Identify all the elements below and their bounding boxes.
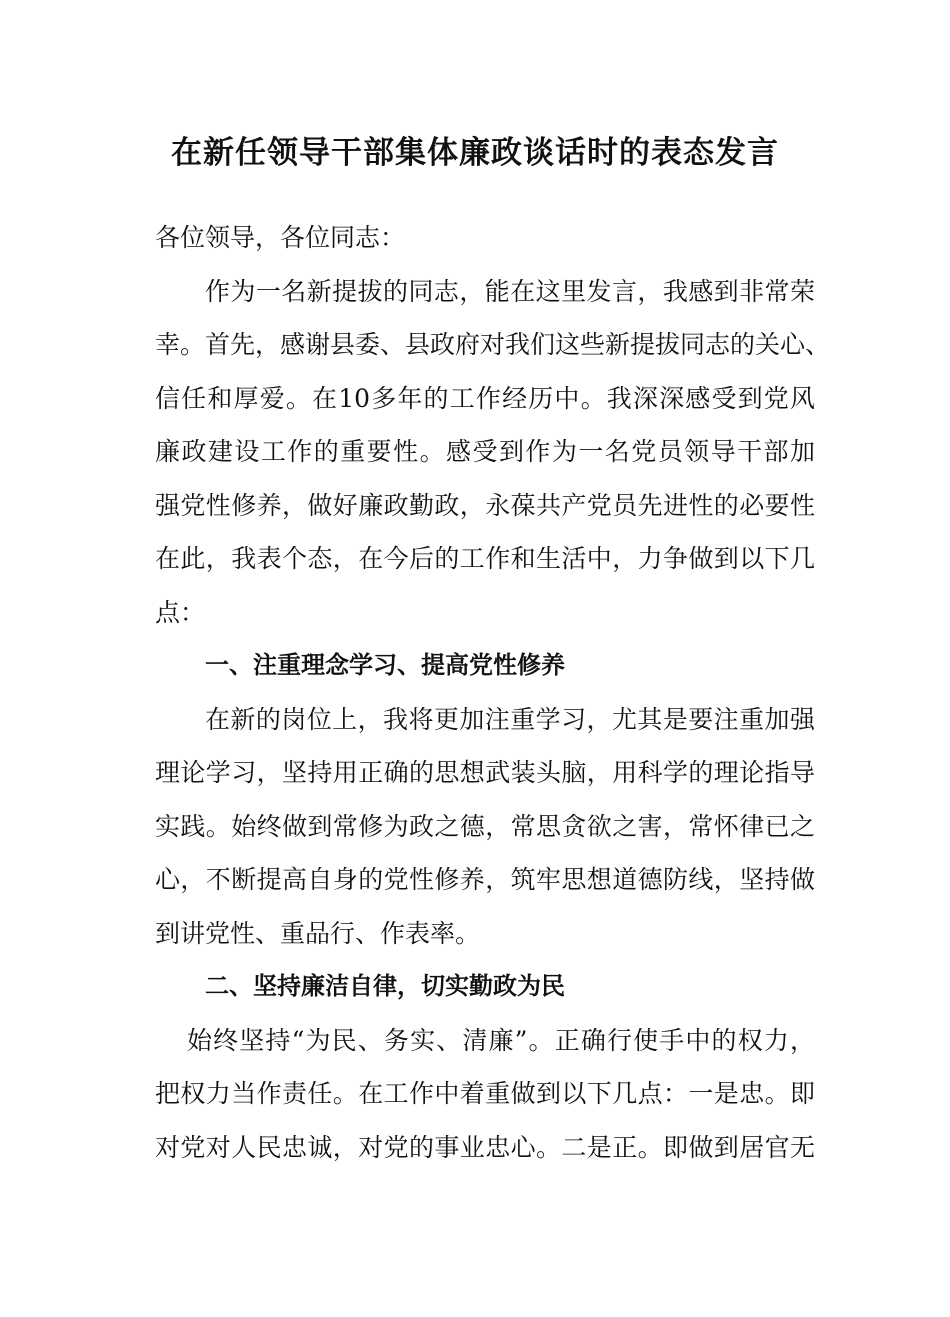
section-heading-2: 二、坚持廉洁自律，切实勤政为民	[205, 972, 565, 1000]
paragraph-line: 点：	[155, 597, 206, 627]
paragraph-line: 在此，我表个态，在今后的工作和生活中，力争做到以下几	[155, 544, 815, 573]
paragraph-line: 心，不断提高自身的党性修养，筑牢思想道德防线，坚持做	[155, 865, 815, 894]
paragraph-line: 廉政建设工作的重要性。感受到作为一名党员领导干部加	[155, 437, 815, 466]
paragraph-line: 幸。首先，感谢县委、县政府对我们这些新提拔同志的关心、	[155, 330, 831, 359]
document-body	[155, 211, 831, 1174]
paragraph-line: 对党对人民忠诚，对党的事业忠心。二是正。即做到居官无	[155, 1132, 815, 1162]
salutation: 各位领导，各位同志：	[155, 223, 406, 252]
paragraph-line: 到讲党性、重品行、作表率。	[155, 918, 481, 948]
paragraph-line: 理论学习，坚持用正确的思想武装头脑，用科学的理论指导	[155, 758, 815, 787]
section-heading-1: 一、注重理念学习、提高党性修养	[205, 651, 565, 679]
paragraph-line: 作为一名新提拔的同志，能在这里发言，我感到非常荣	[205, 276, 815, 306]
document-title: 在新任领导干部集体廉政谈话时的表态发言	[171, 135, 779, 171]
paragraph-line: 始终坚持“为民、务实、清廉”。正确行使手中的权力，	[187, 1025, 815, 1055]
paragraph-line: 信任和厚爱。在10多年的工作经历中。我深深感受到党风	[155, 383, 815, 413]
paragraph-line: 实践。始终做到常修为政之德，常思贪欲之害，常怀律已之	[155, 811, 815, 841]
paragraph-line: 强党性修养，做好廉政勤政，永葆共产党员先进性的必要性	[155, 490, 815, 520]
paragraph-line: 把权力当作责任。在工作中着重做到以下几点：一是忠。即	[155, 1079, 815, 1108]
paragraph-line: 在新的岗位上，我将更加注重学习，尤其是要注重加强	[205, 704, 815, 734]
